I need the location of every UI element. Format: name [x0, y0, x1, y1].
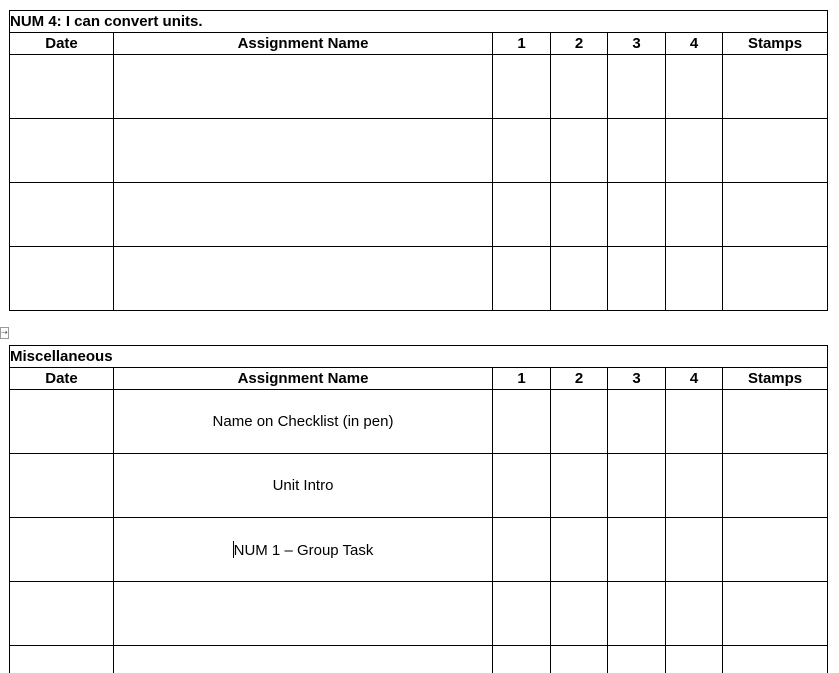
score-1-cell[interactable] [493, 247, 551, 311]
assignment-cell[interactable] [114, 55, 493, 119]
stamps-cell[interactable] [723, 454, 828, 518]
score-1-cell[interactable] [493, 55, 551, 119]
stamps-cell[interactable] [723, 183, 828, 247]
score-2-cell[interactable] [551, 454, 608, 518]
score-3-cell[interactable] [608, 390, 666, 454]
date-cell[interactable] [10, 390, 114, 454]
score-2-cell[interactable] [551, 119, 608, 183]
table-row [10, 55, 828, 119]
date-cell[interactable] [10, 454, 114, 518]
score-2-cell[interactable] [551, 55, 608, 119]
assignment-cell[interactable] [114, 390, 493, 454]
score-3-cell[interactable] [608, 55, 666, 119]
column-3-header[interactable]: 3 [608, 33, 666, 55]
score-3-cell[interactable] [608, 247, 666, 311]
column-3-header[interactable]: 3 [608, 368, 666, 390]
score-1-cell[interactable] [493, 183, 551, 247]
table-row [10, 390, 828, 454]
date-header[interactable]: Date [10, 368, 114, 390]
column-1-header[interactable]: 1 [493, 368, 551, 390]
score-2-cell[interactable] [551, 518, 608, 582]
column-4-header[interactable]: 4 [666, 33, 723, 55]
assignment-cell[interactable] [114, 582, 493, 646]
stamps-cell[interactable] [723, 119, 828, 183]
assignment-cell[interactable] [114, 646, 493, 673]
table-row [10, 646, 828, 673]
assignment-cell[interactable] [114, 183, 493, 247]
score-4-cell[interactable] [666, 247, 723, 311]
assignment-name-text: NUM 1 – Group Task [233, 541, 374, 559]
score-4-cell[interactable] [666, 183, 723, 247]
assignment-cell[interactable] [114, 247, 493, 311]
score-3-cell[interactable] [608, 582, 666, 646]
score-4-cell[interactable] [666, 582, 723, 646]
assignment-cell[interactable] [114, 454, 493, 518]
num4-section-title[interactable]: NUM 4: I can convert units. [10, 11, 828, 33]
score-4-cell[interactable] [666, 390, 723, 454]
num4-table [9, 10, 828, 311]
column-1-header[interactable]: 1 [493, 33, 551, 55]
score-1-cell[interactable] [493, 390, 551, 454]
score-2-cell[interactable] [551, 183, 608, 247]
stamps-cell[interactable] [723, 582, 828, 646]
score-4-cell[interactable] [666, 119, 723, 183]
score-3-cell[interactable] [608, 183, 666, 247]
assignment-name-header[interactable]: Assignment Name [114, 33, 493, 55]
table-move-handle-icon[interactable]: ⇢ [1, 328, 8, 337]
table-row [10, 518, 828, 582]
stamps-cell[interactable] [723, 247, 828, 311]
score-2-cell[interactable] [551, 646, 608, 673]
score-3-cell[interactable] [608, 454, 666, 518]
column-2-header[interactable]: 2 [551, 368, 608, 390]
score-2-cell[interactable] [551, 390, 608, 454]
misc-header-row [10, 368, 828, 390]
table-row [10, 247, 828, 311]
date-cell[interactable] [10, 646, 114, 673]
stamps-cell[interactable] [723, 518, 828, 582]
assignment-cell[interactable] [114, 518, 493, 582]
score-4-cell[interactable] [666, 55, 723, 119]
column-2-header[interactable]: 2 [551, 33, 608, 55]
date-cell[interactable] [10, 582, 114, 646]
score-2-cell[interactable] [551, 582, 608, 646]
score-1-cell[interactable] [493, 646, 551, 673]
assignment-name-header[interactable]: Assignment Name [114, 368, 493, 390]
assignment-name-text: Unit Intro [272, 477, 334, 494]
date-cell[interactable] [10, 518, 114, 582]
score-1-cell[interactable] [493, 518, 551, 582]
misc-section-title[interactable]: Miscellaneous [10, 346, 828, 368]
stamps-cell[interactable] [723, 646, 828, 673]
table-row [10, 454, 828, 518]
score-4-cell[interactable] [666, 454, 723, 518]
num4-header-row [10, 33, 828, 55]
score-3-cell[interactable] [608, 518, 666, 582]
score-1-cell[interactable] [493, 582, 551, 646]
stamps-header[interactable]: Stamps [723, 33, 828, 55]
stamps-cell[interactable] [723, 390, 828, 454]
table-row [10, 183, 828, 247]
score-1-cell[interactable] [493, 454, 551, 518]
table-row [10, 119, 828, 183]
misc-table [9, 345, 828, 673]
date-cell[interactable] [10, 55, 114, 119]
assignment-name-text: Name on Checklist (in pen) [212, 413, 394, 430]
date-cell[interactable] [10, 183, 114, 247]
score-3-cell[interactable] [608, 646, 666, 673]
score-2-cell[interactable] [551, 247, 608, 311]
date-cell[interactable] [10, 119, 114, 183]
assignment-cell[interactable] [114, 119, 493, 183]
column-4-header[interactable]: 4 [666, 368, 723, 390]
score-4-cell[interactable] [666, 646, 723, 673]
date-header[interactable]: Date [10, 33, 114, 55]
table-row [10, 582, 828, 646]
date-cell[interactable] [10, 247, 114, 311]
score-3-cell[interactable] [608, 119, 666, 183]
score-1-cell[interactable] [493, 119, 551, 183]
score-4-cell[interactable] [666, 518, 723, 582]
stamps-cell[interactable] [723, 55, 828, 119]
stamps-header[interactable]: Stamps [723, 368, 828, 390]
